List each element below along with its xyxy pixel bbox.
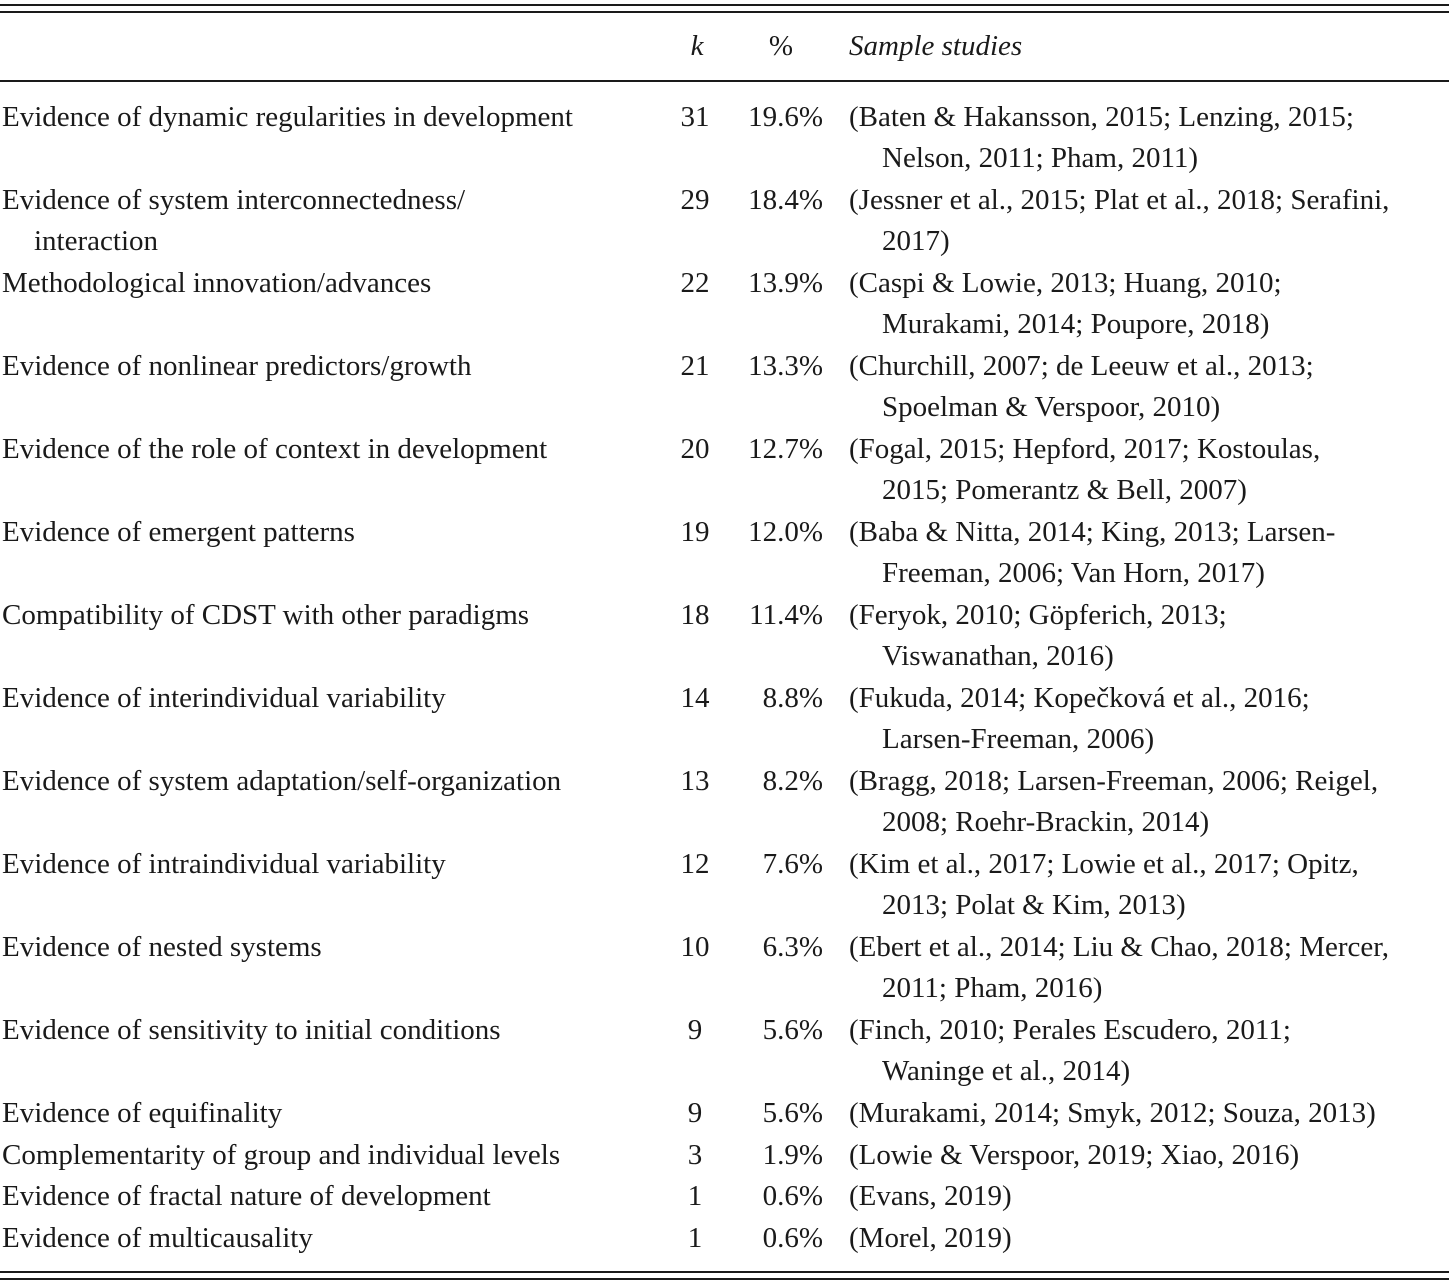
row-percent: 1.9% bbox=[762, 1138, 823, 1171]
row-label bbox=[2, 180, 662, 262]
row-label-line: Evidence of interindividual variability bbox=[2, 682, 446, 714]
row-label-line: Complementarity of group and individual levels bbox=[2, 1138, 561, 1171]
sample-line: (Feryok, 2010; Göpferich, 2013; bbox=[849, 599, 1227, 631]
row-percent: 8.2% bbox=[762, 765, 823, 797]
row-label-line: Compatibility of CDST with other paradigms bbox=[2, 599, 530, 631]
sample-line: (Churchill, 2007; de Leeuw et al., 2013; bbox=[849, 350, 1314, 382]
row-label bbox=[2, 429, 662, 470]
row-label bbox=[2, 595, 662, 636]
row-percent: 8.8% bbox=[762, 682, 823, 714]
table-row bbox=[0, 97, 1449, 180]
row-sample-studies bbox=[849, 927, 1449, 1009]
row-label bbox=[2, 1176, 662, 1217]
row-label bbox=[2, 512, 662, 553]
sample-line: (Finch, 2010; Perales Escudero, 2011; bbox=[849, 1014, 1291, 1046]
row-sample-studies bbox=[849, 1176, 1449, 1217]
row-k: 10 bbox=[680, 931, 710, 963]
row-sample-studies bbox=[849, 512, 1449, 594]
row-label-line: Evidence of nested systems bbox=[2, 931, 322, 963]
row-label bbox=[2, 1093, 662, 1134]
row-percent: 5.6% bbox=[762, 1097, 823, 1129]
row-label bbox=[2, 263, 662, 304]
row-percent: 12.0% bbox=[748, 516, 823, 548]
row-label-line: Evidence of nonlinear predictors/growth bbox=[2, 350, 472, 382]
row-k: 14 bbox=[680, 682, 710, 714]
table-header-rule bbox=[0, 80, 1449, 82]
sample-continuation: Nelson, 2011; Pham, 2011) bbox=[882, 142, 1199, 174]
row-percent: 0.6% bbox=[762, 1180, 823, 1212]
row-label bbox=[2, 1135, 662, 1176]
sample-line: (Bragg, 2018; Larsen-Freeman, 2006; Reigel, bbox=[849, 765, 1379, 797]
row-label bbox=[2, 97, 662, 138]
table-bottom-rule bbox=[0, 1271, 1449, 1280]
row-k: 3 bbox=[687, 1138, 703, 1171]
row-label bbox=[2, 1010, 662, 1051]
row-k: 9 bbox=[687, 1097, 703, 1129]
table-row bbox=[0, 678, 1449, 761]
row-sample-studies bbox=[849, 844, 1449, 926]
row-label-line: Evidence of system adaptation/self-organization bbox=[2, 765, 562, 797]
row-percent: 19.6% bbox=[748, 101, 823, 133]
row-sample-studies bbox=[849, 1135, 1449, 1176]
sample-continuation: Waninge et al., 2014) bbox=[882, 1055, 1131, 1087]
row-k: 12 bbox=[680, 848, 710, 880]
sample-line: (Baba & Nitta, 2014; King, 2013; Larsen- bbox=[849, 516, 1336, 548]
row-k: 1 bbox=[687, 1221, 703, 1254]
table-row bbox=[0, 180, 1449, 263]
table-row bbox=[0, 429, 1449, 512]
sample-line: (Ebert et al., 2014; Liu & Chao, 2018; Mercer, bbox=[849, 931, 1390, 963]
row-sample-studies bbox=[849, 595, 1449, 677]
table-row bbox=[0, 595, 1449, 678]
sample-line: (Kim et al., 2017; Lowie et al., 2017; Opitz, bbox=[849, 848, 1359, 880]
row-label-line: Evidence of intraindividual variability bbox=[2, 848, 446, 880]
header-sample-studies: Sample studies bbox=[849, 30, 1023, 62]
row-label-line: Evidence of multicausality bbox=[2, 1221, 313, 1254]
row-k: 31 bbox=[680, 101, 710, 133]
row-label-line: Evidence of emergent patterns bbox=[2, 516, 355, 548]
header-k: k bbox=[690, 30, 704, 62]
sample-line: (Caspi & Lowie, 2013; Huang, 2010; bbox=[849, 267, 1282, 299]
row-label-line: Evidence of sensitivity to initial conditions bbox=[2, 1014, 501, 1046]
row-label bbox=[2, 678, 662, 719]
sample-line: (Baten & Hakansson, 2015; Lenzing, 2015; bbox=[849, 101, 1354, 133]
sample-continuation: 2008; Roehr-Brackin, 2014) bbox=[882, 806, 1210, 838]
row-k: 13 bbox=[680, 765, 710, 797]
sample-continuation: 2017) bbox=[882, 225, 950, 257]
row-sample-studies bbox=[849, 263, 1449, 345]
sample-continuation: Spoelman & Verspoor, 2010) bbox=[882, 391, 1221, 423]
table-body bbox=[0, 97, 1449, 1259]
row-sample-studies bbox=[849, 1093, 1449, 1134]
row-percent: 5.6% bbox=[762, 1014, 823, 1046]
row-k: 29 bbox=[680, 184, 710, 216]
row-k: 1 bbox=[687, 1180, 703, 1212]
row-label-line: Evidence of fractal nature of development bbox=[2, 1180, 491, 1212]
row-k: 21 bbox=[680, 350, 710, 382]
table-row bbox=[0, 761, 1449, 844]
row-sample-studies bbox=[849, 1218, 1449, 1259]
table-row bbox=[0, 844, 1449, 927]
row-k: 22 bbox=[680, 267, 710, 299]
row-label-line: Evidence of dynamic regularities in development bbox=[2, 101, 573, 133]
row-percent: 18.4% bbox=[748, 184, 823, 216]
sample-line: (Fukuda, 2014; Kopečková et al., 2016; bbox=[849, 682, 1310, 714]
table-row bbox=[0, 1135, 1449, 1177]
table-row bbox=[0, 512, 1449, 595]
sample-continuation: Murakami, 2014; Poupore, 2018) bbox=[882, 308, 1270, 340]
row-label-continuation: interaction bbox=[34, 225, 159, 257]
table-row bbox=[0, 1218, 1449, 1260]
row-label bbox=[2, 346, 662, 387]
row-k: 9 bbox=[687, 1014, 703, 1046]
sample-continuation: 2015; Pomerantz & Bell, 2007) bbox=[882, 474, 1247, 506]
sample-line: (Murakami, 2014; Smyk, 2012; Souza, 2013) bbox=[849, 1097, 1376, 1129]
table-row bbox=[0, 927, 1449, 1010]
row-sample-studies bbox=[849, 180, 1449, 262]
row-label-line: Methodological innovation/advances bbox=[2, 267, 432, 299]
table-row bbox=[0, 1176, 1449, 1218]
row-label-line: Evidence of system interconnectedness/ bbox=[2, 184, 466, 216]
row-label bbox=[2, 1218, 662, 1259]
table-row bbox=[0, 1093, 1449, 1135]
row-label bbox=[2, 761, 662, 802]
row-sample-studies bbox=[849, 678, 1449, 760]
row-label-line: Evidence of the role of context in development bbox=[2, 433, 548, 465]
sample-line: (Morel, 2019) bbox=[849, 1221, 1012, 1254]
sample-continuation: 2013; Polat & Kim, 2013) bbox=[882, 889, 1186, 921]
row-sample-studies bbox=[849, 1010, 1449, 1092]
table-row bbox=[0, 346, 1449, 429]
row-sample-studies bbox=[849, 429, 1449, 511]
sample-continuation: Viswanathan, 2016) bbox=[882, 640, 1114, 672]
row-percent: 13.3% bbox=[748, 350, 823, 382]
row-percent: 11.4% bbox=[749, 599, 823, 631]
row-percent: 0.6% bbox=[762, 1221, 823, 1254]
table-row bbox=[0, 1010, 1449, 1093]
sample-continuation: 2011; Pham, 2016) bbox=[882, 972, 1103, 1004]
row-sample-studies bbox=[849, 346, 1449, 428]
sample-continuation: Freeman, 2006; Van Horn, 2017) bbox=[882, 557, 1265, 589]
row-percent: 6.3% bbox=[762, 931, 823, 963]
row-label-line: Evidence of equifinality bbox=[2, 1097, 283, 1129]
row-percent: 13.9% bbox=[748, 267, 823, 299]
table-top-rule bbox=[0, 4, 1449, 13]
sample-continuation: Larsen-Freeman, 2006) bbox=[882, 723, 1155, 755]
row-label bbox=[2, 927, 662, 968]
row-k: 18 bbox=[680, 599, 710, 631]
row-percent: 12.7% bbox=[748, 433, 823, 465]
row-percent: 7.6% bbox=[762, 848, 823, 880]
row-sample-studies bbox=[849, 761, 1449, 843]
row-k: 20 bbox=[680, 433, 710, 465]
sample-line: (Evans, 2019) bbox=[849, 1180, 1012, 1212]
row-k: 19 bbox=[680, 516, 710, 548]
sample-line: (Fogal, 2015; Hepford, 2017; Kostoulas, bbox=[849, 433, 1321, 465]
row-sample-studies bbox=[849, 97, 1449, 179]
sample-line: (Lowie & Verspoor, 2019; Xiao, 2016) bbox=[849, 1138, 1300, 1171]
sample-line: (Jessner et al., 2015; Plat et al., 2018; Serafini, bbox=[849, 184, 1390, 216]
row-label bbox=[2, 844, 662, 885]
header-percent: % bbox=[768, 30, 794, 62]
table-row bbox=[0, 263, 1449, 346]
